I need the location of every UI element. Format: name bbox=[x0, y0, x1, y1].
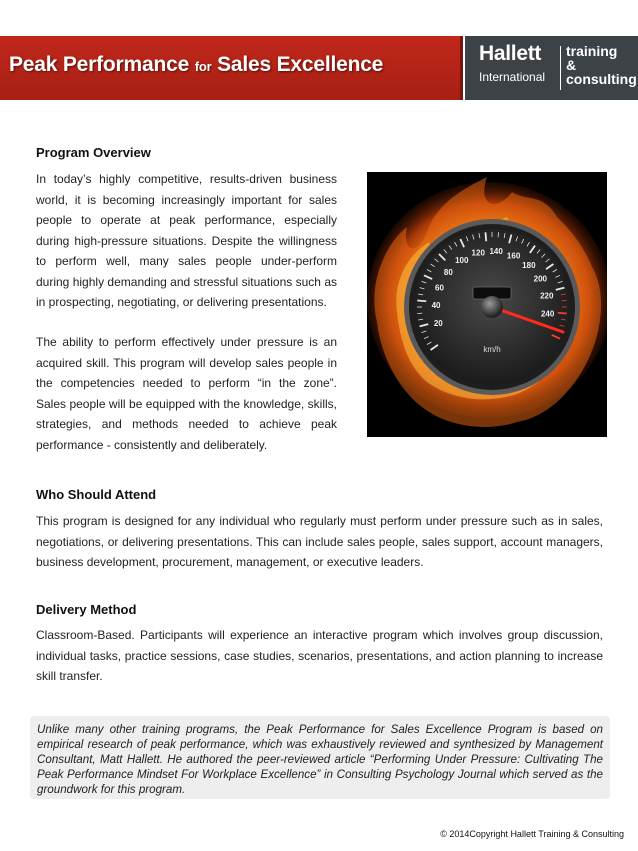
speed-tick bbox=[417, 300, 426, 301]
speed-label: 120 bbox=[471, 248, 485, 258]
logo-name: Hallett bbox=[479, 42, 542, 65]
speed-label: 180 bbox=[522, 260, 536, 270]
overview-paragraph-2: The ability to perform effectively under pressure is an acquired skill. This program will develop sales people in the competencies needed to perform “in the zone”. Sales people will be equipped with the knowledge, skills, strategies, and methods needed to achieve peak performance - consistently and deliberately. bbox=[36, 335, 337, 452]
delivery-heading: Delivery Method bbox=[36, 602, 137, 617]
logo-tagline-2: & bbox=[566, 57, 577, 73]
speed-label: 220 bbox=[540, 291, 554, 301]
title-for: for bbox=[194, 59, 212, 74]
logo-tagline-3: consulting bbox=[566, 71, 637, 87]
speed-label: 200 bbox=[533, 274, 547, 284]
speed-unit-label: km/h bbox=[483, 345, 501, 354]
speedometer-fire-image bbox=[367, 172, 607, 437]
speed-label: 160 bbox=[506, 251, 521, 261]
speed-label: 40 bbox=[431, 301, 441, 311]
speed-label: 80 bbox=[443, 267, 453, 277]
speed-label: 140 bbox=[489, 247, 503, 257]
title-part-2: Sales Excellence bbox=[211, 53, 384, 76]
document-title bbox=[9, 53, 383, 77]
title-part-1: Peak Performance bbox=[9, 53, 195, 76]
overview-paragraph-1: In today’s highly competitive, results-driven business world, it is becoming increasingly important for sales people to operate at peak performance, especially during high-pressure situations. Despite the willingness to perform well, many sales people under-perform during highly demanding and stressful situations such as in prospecting, negotiating, or delivering presentations. bbox=[36, 172, 337, 309]
title-banner bbox=[0, 36, 463, 100]
speed-label: 100 bbox=[455, 255, 469, 265]
logo-separator bbox=[560, 46, 561, 90]
research-note-text: Unlike many other training programs, the Peak Performance for Sales Excellence Program is based on empirical research of peak performance, which was exhaustively reviewed and synthesized by Management Consultant, Matt Hallett. He authored the peer-reviewed article “Performing Under Pressure: Cultivating The Peak Performance Mindset For Workplace Excellence” in Consulting Psychology Journal which served as the groundwork for this program. bbox=[37, 723, 603, 796]
speed-tick bbox=[485, 232, 486, 241]
attend-paragraph: This program is designed for any individual who regularly must perform under pressure such as in sales, negotiations, or delivering presentations. This can include sales people, sales support, account managers, business development, procurement, management, or executive leaders. bbox=[36, 514, 603, 569]
logo-tagline-1: training bbox=[566, 43, 618, 59]
copyright-footer: © 2014Copyright Hallett Training & Consulting bbox=[440, 829, 624, 839]
logo-tagline bbox=[566, 44, 637, 86]
speedometer-illustration bbox=[367, 172, 607, 437]
speed-label: 240 bbox=[540, 309, 555, 319]
overview-heading: Program Overview bbox=[36, 145, 151, 160]
logo-subtitle: International bbox=[479, 70, 546, 84]
hallett-logo bbox=[465, 36, 638, 100]
attend-heading: Who Should Attend bbox=[36, 487, 157, 502]
delivery-paragraph: Classroom-Based. Participants will experience an interactive program which involves group discussion, individual tasks, practice sessions, case studies, scenarios, presentations, and action planning to increase skill transfer. bbox=[36, 628, 603, 683]
speed-label: 20 bbox=[433, 318, 443, 328]
speed-tick bbox=[558, 313, 567, 314]
research-note-box bbox=[30, 716, 610, 799]
speed-label: 60 bbox=[435, 283, 444, 293]
